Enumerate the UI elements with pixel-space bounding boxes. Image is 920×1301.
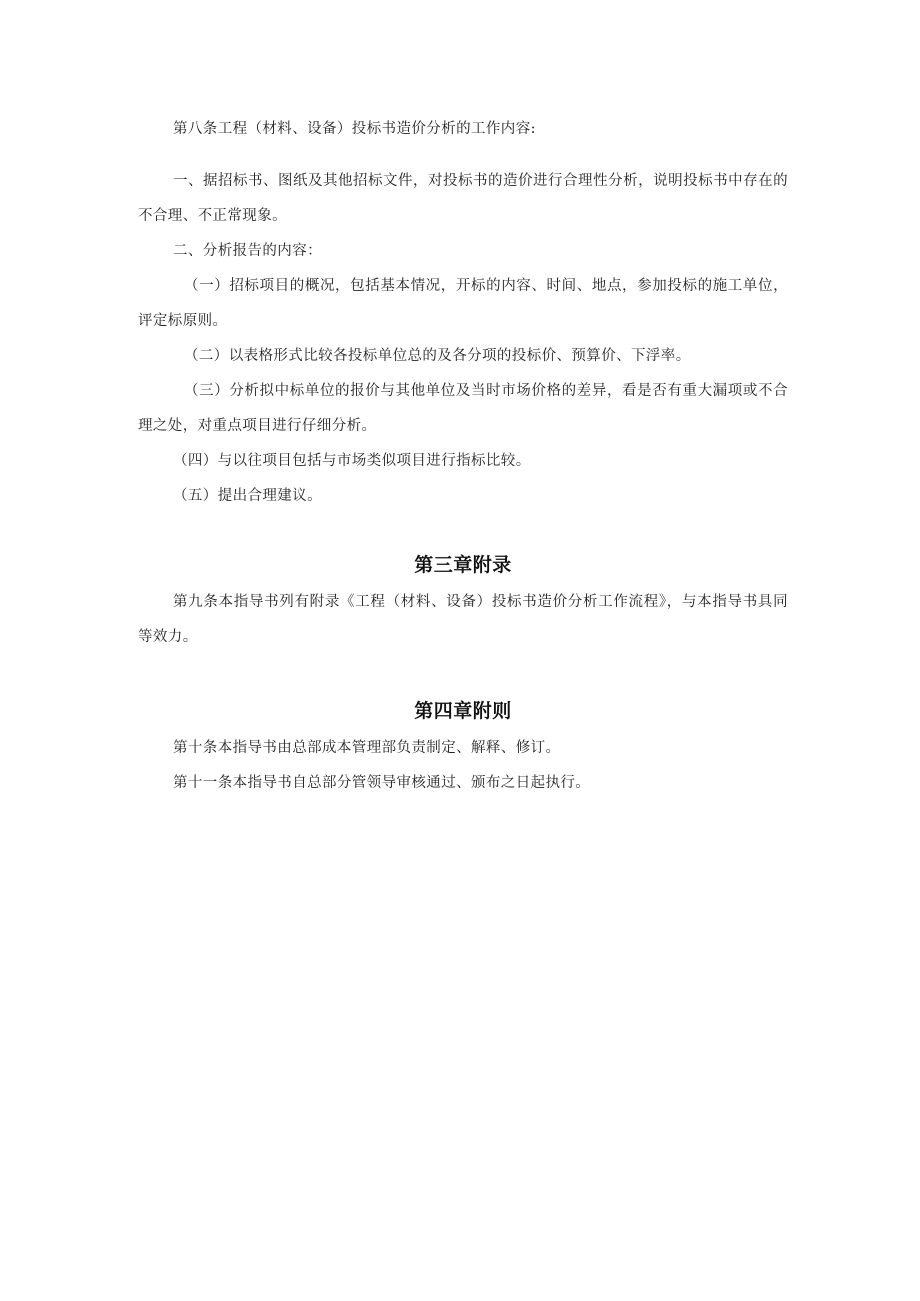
chapter-3-heading: 第三章附录 [414, 554, 512, 576]
sub-item-1: （一）招标项目的概况，包括基本情况，开标的内容、时间、地点，参加投标的施工单位，评定标原则。 [138, 278, 788, 329]
sub-item-4: （四）与以往项目包括与市场类似项目进行指标比较。 [173, 453, 531, 469]
article-8-item-2: 二、分析报告的内容： [173, 243, 322, 259]
sub-item-5: （五）提出合理建议。 [173, 488, 322, 504]
article-8-item-1: 一、据招标书、图纸及其他招标文件，对投标书的造价进行合理性分析，说明投标书中存在的不合理、不正常现象。 [138, 173, 788, 224]
article-9: 第九条本指导书列有附录《工程（材料、设备）投标书造价分析工作流程》，与本指导书具同等效力。 [138, 594, 788, 645]
article-10: 第十条本指导书由总部成本管理部负责制定、解释、修订。 [173, 740, 561, 756]
sub-item-2: （二）以表格形式比较各投标单位总的及各分项的投标价、预算价、下浮率。 [184, 348, 691, 364]
document-body [138, 112, 788, 801]
article-11: 第十一条本指导书自总部分管领导审核通过、颁布之日起执行。 [173, 775, 591, 791]
sub-item-3: （三）分析拟中标单位的报价与其他单位及当时市场价格的差异，看是否有重大漏项或不合理之处，对重点项目进行仔细分析。 [138, 383, 788, 434]
article-8-title: 第八条工程（材料、设备）投标书造价分析的工作内容: [173, 121, 536, 137]
chapter-4-heading: 第四章附则 [414, 700, 512, 722]
